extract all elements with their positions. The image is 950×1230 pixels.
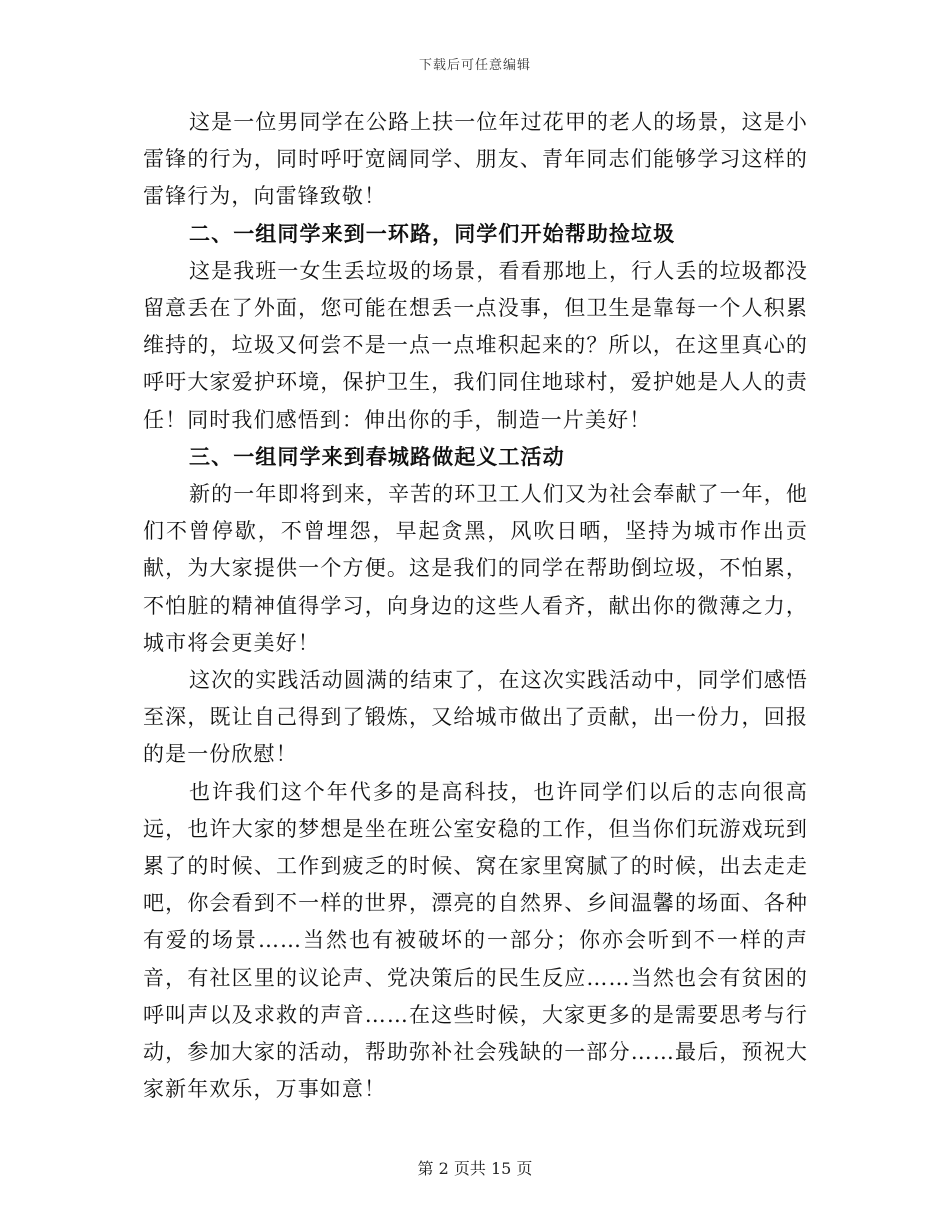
document-body	[143, 104, 808, 1108]
page-number: 第 2 页共 15 页	[417, 1159, 533, 1178]
paragraph-3: 新的一年即将到来，辛苦的环卫工人们又为社会奉献了一年，他们不曾停歇，不曾埋怨，早起贪黑，风吹日晒，坚持为城市作出贡献，为大家提供一个方便。这是我们的同学在帮助倒垃圾，不怕累，不怕脏的精神值得学习，向身边的这些人看齐，献出你的微薄之力，城市将会更美好！	[143, 482, 808, 655]
section-heading-2: 二、一组同学来到一环路，同学们开始帮助捡垃圾	[189, 221, 676, 246]
paragraph-5: 也许我们这个年代多的是高科技，也许同学们以后的志向很高远，也许大家的梦想是坐在班公室安稳的工作，但当你们玩游戏玩到累了的时候、工作到疲乏的时候、窝在家里窝腻了的时候，出去走走吧，你会看到不一样的世界，漂亮的自然界、乡间温馨的场面、各种有爱的场景……当然也有被破坏的一部分；你亦会听到不一样的声音，有社区里的议论声、党决策后的民生反应……当然也会有贫困的呼叫声以及求救的声音……在这些时候，大家更多的是需要思考与行动，参加大家的活动，帮助弥补社会残缺的一部分……最后，预祝大家新年欢乐，万事如意！	[143, 779, 808, 1102]
section-heading-3: 三、一组同学来到春城路做起义工活动	[189, 444, 565, 469]
paragraph-4: 这次的实践活动圆满的结束了，在这次实践活动中，同学们感悟至深，既让自己得到了锻炼，又给城市做出了贡献，出一份力，回报的是一份欣慰！	[143, 668, 808, 767]
page-header: 下载后可任意编辑	[418, 58, 531, 73]
paragraph-1: 这是一位男同学在公路上扶一位年过花甲的老人的场景，这是小雷锋的行为，同时呼吁宽阔同学、朋友、青年同志们能够学习这样的雷锋行为，向雷锋致敬！	[143, 110, 808, 209]
paragraph-2: 这是我班一女生丢垃圾的场景，看看那地上，行人丢的垃圾都没留意丢在了外面，您可能在想丢一点没事，但卫生是靠每一个人积累维持的，垃圾又何尝不是一点一点堆积起来的？所以，在这里真心的呼吁大家爱护环境，保护卫生，我们同住地球村，爱护她是人人的责任！同时我们感悟到：伸出你的手，制造一片美好！	[143, 258, 808, 432]
